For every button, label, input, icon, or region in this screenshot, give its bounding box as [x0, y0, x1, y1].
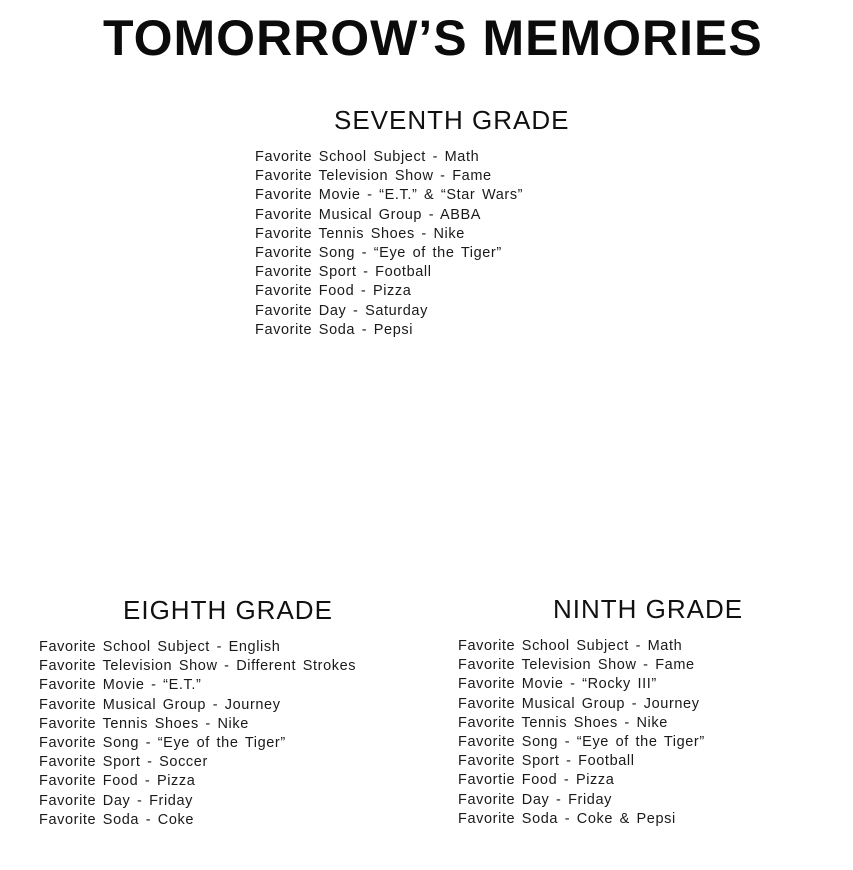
list-item: Favorite Song - “Eye of the Tiger”: [255, 244, 502, 261]
list-item: Favorite Movie - “E.T.” & “Star Wars”: [255, 187, 524, 204]
list-item: Favorite Sport - Football: [255, 264, 432, 281]
eighth-grade-heading: EIGHTH GRADE: [123, 595, 333, 625]
list-item: Favorite School Subject - English: [39, 639, 281, 655]
list-item: Favorite Song - “Eye of the Tiger”: [39, 734, 286, 751]
list-item: Favorite Food - Pizza: [39, 773, 196, 790]
list-item: Favorite Tennis Shoes - Nike: [39, 715, 249, 732]
list-item: Favorite Television Show - Different Strokes: [39, 658, 357, 675]
list-item: Favorite Soda - Coke & Pepsi: [458, 810, 676, 827]
list-item: Favorite Soda - Pepsi: [255, 321, 414, 338]
ninth-grade-favorites-list: [458, 637, 705, 829]
list-item: Favorite Tennis Shoes - Nike: [255, 225, 465, 242]
list-item: Favorite Day - Friday: [39, 792, 193, 809]
list-item: Favorite School Subject - Math: [458, 638, 683, 654]
eighth-grade-favorites-list: [39, 638, 356, 830]
list-item: Favorite Day - Saturday: [255, 302, 428, 319]
seventh-grade-favorites-list: [255, 148, 523, 340]
list-item: Favorite Sport - Football: [458, 753, 635, 770]
ninth-grade-heading: NINTH GRADE: [553, 594, 744, 624]
list-item: Favorite Song - “Eye of the Tiger”: [458, 733, 705, 750]
seventh-grade-heading: SEVENTH GRADE: [334, 105, 570, 135]
list-item: Favorite Television Show - Fame: [458, 657, 695, 674]
list-item: Favorite Sport - Soccer: [39, 754, 208, 771]
list-item: Favorite Soda - Coke: [39, 811, 195, 828]
page-title: TOMORROW’S MEMORIES: [103, 10, 763, 66]
list-item: Favorite Day - Friday: [458, 791, 612, 808]
list-item: Favorite Musical Group - Journey: [39, 696, 281, 713]
list-item: Favorite Food - Pizza: [255, 283, 412, 300]
list-item: Favorite School Subject - Math: [255, 149, 480, 165]
list-item: Favorite Musical Group - ABBA: [255, 206, 482, 223]
list-item: Favorite Television Show - Fame: [255, 168, 492, 185]
list-item: Favorite Movie - “E.T.”: [39, 677, 202, 694]
list-item: Favorite Musical Group - Journey: [458, 695, 700, 712]
list-item: Favorite Movie - “Rocky III”: [458, 676, 657, 693]
list-item: Favortie Food - Pizza: [458, 772, 615, 789]
list-item: Favorite Tennis Shoes - Nike: [458, 714, 668, 731]
